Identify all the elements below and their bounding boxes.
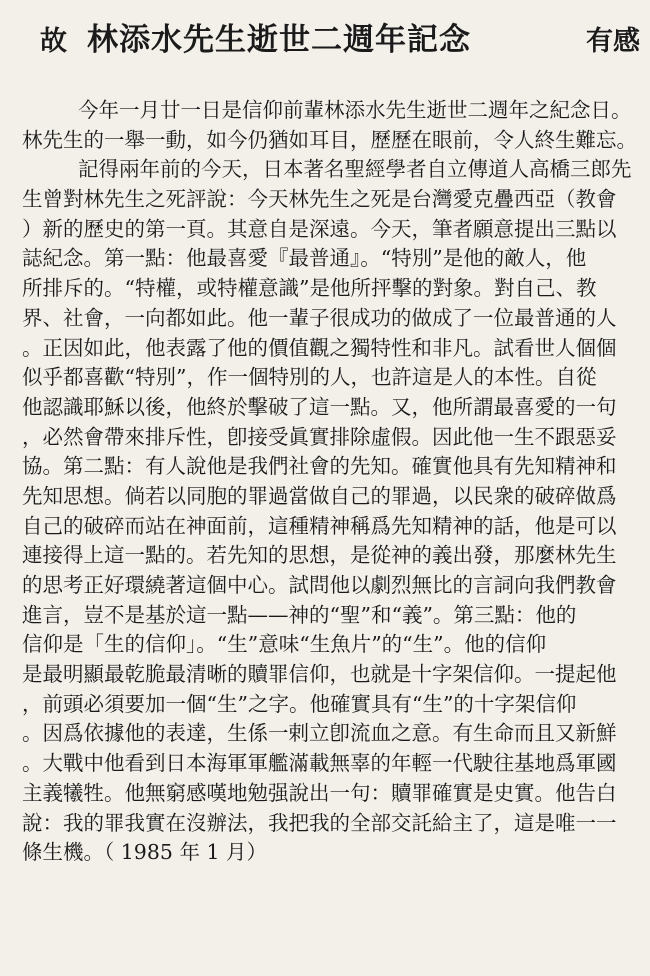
text-line: 協。第二點：有人說他是我們社會的先知。確實他具有先知精神和 (22, 454, 617, 479)
article-body (22, 96, 646, 868)
title-suffix: 有感 (586, 26, 640, 57)
text-line: 林先生的一舉一動，如今仍猶如耳目，歷歷在眼前，令人終生難忘。 (22, 127, 637, 152)
text-line: 記得兩年前的今天，日本著名聖經學者自立傳道人高橋三郎先 (78, 157, 632, 182)
text-line: 的思考正好環繞著這個中心。試問他以劇烈無比的言詞向我們教會 (22, 573, 617, 597)
text-line: 。正因如此，他表露了他的價值觀之獨特性和非凡。試看世人個個 (22, 335, 617, 360)
text-line: 所排斥的。“特權，或特權意識”是他所抨擊的對象。對自己、教 (22, 276, 597, 301)
article-title (40, 14, 640, 70)
text-line: ）新的歷史的第一頁。其意自是深遠。今天，筆者願意提出三點以 (22, 216, 617, 241)
text-line: 似乎都喜歡“特別”，作一個特別的人，也許這是人的本性。自從 (22, 365, 597, 390)
text-line: 他認識耶穌以後，他終於擊破了這一點。又，他所謂最喜愛的一句 (22, 394, 617, 419)
text-line: 說：我的罪我實在沒辦法，我把我的全部交託給主了，這是唯一一 (22, 810, 617, 835)
text-line: 信仰是「生的信仰」。“生”意味“生魚片”的“生”。他的信仰 (22, 632, 547, 657)
text-line: 自己的破碎而站在神面前，這種精神稱爲先知精神的話，他是可以 (22, 513, 617, 538)
text-line: 今年一月廿一日是信仰前輩林添水先生逝世二週年之紀念日。 (78, 98, 632, 122)
title-prefix: 故 (40, 26, 67, 57)
text-line: 是最明顯最乾脆最清晰的贖罪信仰，也就是十字架信仰。一提起他 (22, 662, 617, 687)
text-line: 。大戰中他看到日本海軍軍艦滿載無辜的年輕一代駛往基地爲軍國 (22, 751, 617, 776)
text-line: 界、社會，一向都如此。他一輩子很成功的做成了一位最普通的人 (22, 305, 617, 330)
text-line: 先知思想。倘若以同胞的罪過當做自己的罪過，以民衆的破碎做爲 (22, 483, 617, 508)
text-line: 生曾對林先生之死評說：今天林先生之死是台灣愛克疊西亞（教會 (22, 187, 617, 212)
date-line: 條生機。（ 1985 年 1 月） (22, 840, 268, 865)
text-line: 進言，豈不是基於這一點——神的“聖”和“義”。第三點：他的 (22, 602, 577, 627)
text-line: ，前頭必須要加一個“生”之字。他確實具有“生”的十字架信仰 (22, 691, 577, 716)
text-line: 誌紀念。第一點：他最喜愛『最普通』。“特別”是他的敵人，他 (22, 246, 587, 271)
text-line: 連接得上這一點的。若先知的思想，是從神的義出發，那麼林先生 (22, 543, 617, 568)
title-main: 林添水先生逝世二週年記念 (87, 22, 471, 58)
text-line: 。因爲依據他的表達，生係一剌立卽流血之意。有生命而且又新鮮 (22, 721, 617, 746)
text-line: ，必然會帶來排斥性，卽接受眞實排除虛假。因此他一生不跟惡妥 (22, 424, 617, 449)
text-line: 主義犧牲。他無窮感嘆地勉强說出一句：贖罪確實是史實。他告白 (22, 780, 617, 805)
